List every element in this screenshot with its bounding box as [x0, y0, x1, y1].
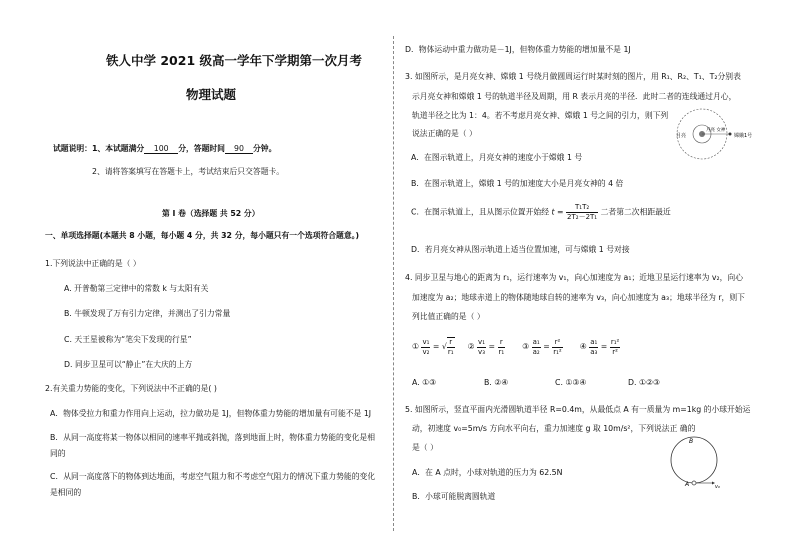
part1-heading: 一、单项选择题(本题共 8 小题，每小题 4 分，共 32 分，每小题只有一个选项符合题意。) [45, 231, 360, 240]
q5-line3: 是（ ） [412, 443, 438, 452]
q3-option-a: A．在图示轨道上，月亮女神的速度小于嫦娥 1 号 [411, 153, 583, 162]
instructions-line2: 2、请将答案填写在答题卡上，考试结束后只交答题卡。 [92, 167, 285, 176]
q5-circle-track-figure [668, 434, 728, 494]
fig-point-a: A [685, 481, 690, 488]
q4-option-c: C. ①③④ [555, 378, 587, 387]
fig-change-label: 嫦娥1号 [734, 133, 753, 139]
q4-formula-1: ① $\frac{\text{v₁}}{\text{v₂}}$ = √ $\frac{r}{\text{r₁}}$ [412, 337, 454, 356]
q5-option-b: B．小球可能脱离圆轨道 [412, 492, 496, 501]
q4-formulas [412, 337, 620, 357]
fig-goddess-label: 月亮 女神 [706, 128, 726, 133]
q2-option-a: A．物体受拉力和重力作用向上运动，拉力做功是 1J，但物体重力势能的增加量有可能不是 1J [50, 409, 372, 418]
circular-track [671, 437, 717, 483]
q4-line1: 4. 同步卫星与地心的距离为 r₁，运行速率为 v₁，向心加速度为 a₁；近地卫星运行速率为 v₂，向心 [405, 273, 744, 282]
q3-option-b: B．在图示轨道上，嫦娥 1 号的加速度大小是月亮女神的 4 倍 [411, 179, 624, 188]
q4-formula-3: ③ $\frac{\text{a₁}}{\text{a₂}}$ = $\frac{\text{r²}}{\text{r₁²}}$ [522, 337, 562, 356]
q5-line2: 动，初速度 v₀=5m/s 方向水平向右，重力加速度 g 取 10m/s²，下列说法正 确的 [412, 424, 696, 433]
exam-subtitle: 物理试题 [186, 87, 237, 102]
q5-line1: 5. 如图所示，竖直平面内光滑圆轨道半径 R=0.4m，从最低点 A 有一质量为 m=1kg 的小球开始运 [405, 405, 751, 414]
q2-stem: 2.有关重力势能的变化，下列说法中不正确的是( ) [45, 384, 217, 393]
fig-moon-label: 月亮 [676, 133, 687, 139]
q4-line3: 列比值正确的是（ ） [412, 312, 485, 321]
q2-option-b-line1: B．从同一高度将某一物体以相同的速率平抛或斜抛，落到地面上时，物体重力势能的变化是相 [50, 433, 376, 442]
q2-option-d: D．物体运动中重力做功是－1J，但物体重力势能的增加量不是 1J [405, 45, 631, 54]
q2-option-b-line2: 同的 [50, 449, 66, 458]
time-value: 90 [225, 144, 253, 154]
q1-option-a: A. 开普勒第三定律中的常数 k 与太阳有关 [64, 284, 209, 293]
fig-point-b: B [689, 438, 694, 445]
column-divider [393, 36, 394, 531]
fig-v0-label: v₀ [715, 484, 720, 490]
q1-option-c: C. 天王星被称为“笔尖下发现的行星” [64, 335, 192, 344]
q2-option-c-line1: C．从同一高度落下的物体到达地面，考虑空气阻力和不考虑空气阻力的情况下重力势能的变化 [50, 472, 376, 481]
q4-option-d: D. ①②③ [628, 378, 660, 387]
q1-option-d: D. 同步卫星可以“静止”在大庆的上方 [64, 360, 193, 369]
q3-option-d: D．若月亮女神从图示轨道上适当位置加速，可与嫦娥 1 号对接 [411, 245, 630, 254]
q3-line4: 说法正确的是（ ） [412, 129, 477, 138]
q4-option-b: B. ②④ [484, 378, 509, 387]
q4-formula-2: ② $\frac{\text{v₁}}{\text{v₃}}$ = $\frac{r}{\text{r₁}}$ [467, 337, 505, 356]
score-value: 100 [144, 144, 178, 154]
q1-stem: 1.下列说法中正确的是（ ） [45, 259, 141, 268]
q4-formula-4: ④ $\frac{\text{a₁}}{\text{a₃}}$ = $\frac{\text{r₁²}}{\text{r²}}$ [579, 337, 620, 356]
q3-option-c: C．在图示轨道上，且从图示位置开始经 t = $\frac{\text{T₁T₂}}{\text{2T₂－2T₁}}$ 二者第二次相距最近 [411, 203, 671, 221]
q3-line2: 示月亮女神和嫦娥 1 号的轨道半径及周期，用 R 表示月亮的半径．此时二者的连线通过月心， [412, 92, 737, 101]
q2-option-c-line2: 是相同的 [50, 488, 82, 497]
q3-line3: 轨道半径之比为 1：4。若不考虑月亮女神、嫦娥 1 号之间的引力，则下列 [412, 111, 669, 120]
q3-orbit-figure [676, 106, 788, 162]
chang-e-satellite-icon [729, 133, 732, 136]
instructions-line1: 试题说明：1、本试题满分 100 分，答题时间 90 分钟。 [53, 144, 277, 153]
exam-title: 铁人中学 2021 级高一学年下学期第一次月考 [106, 53, 362, 68]
q3-line1: 3. 如图所示，是月亮女神、嫦娥 1 号绕月做圆周运行时某时刻的图片，用 R₁、R₂、T₁、T₂分别表 [405, 72, 741, 81]
section-title: 第 I 卷（选择题 共 52 分） [162, 209, 260, 218]
q5-option-a: A．在 A 点时，小球对轨道的压力为 62.5N [412, 468, 563, 477]
q1-option-b: B. 牛顿发现了万有引力定律，并测出了引力常量 [64, 309, 231, 318]
ball-icon [692, 481, 696, 485]
q4-option-a: A. ①③ [412, 378, 437, 387]
q4-line2: 加速度为 a₂；地球赤道上的物体随地球自转的速率为 v₃，向心加速度为 a₃；地球半径为 r，则下 [412, 293, 745, 302]
q3-c-fraction: $\frac{\text{T₁T₂}}{\text{2T₂－2T₁}}$ [567, 203, 598, 221]
